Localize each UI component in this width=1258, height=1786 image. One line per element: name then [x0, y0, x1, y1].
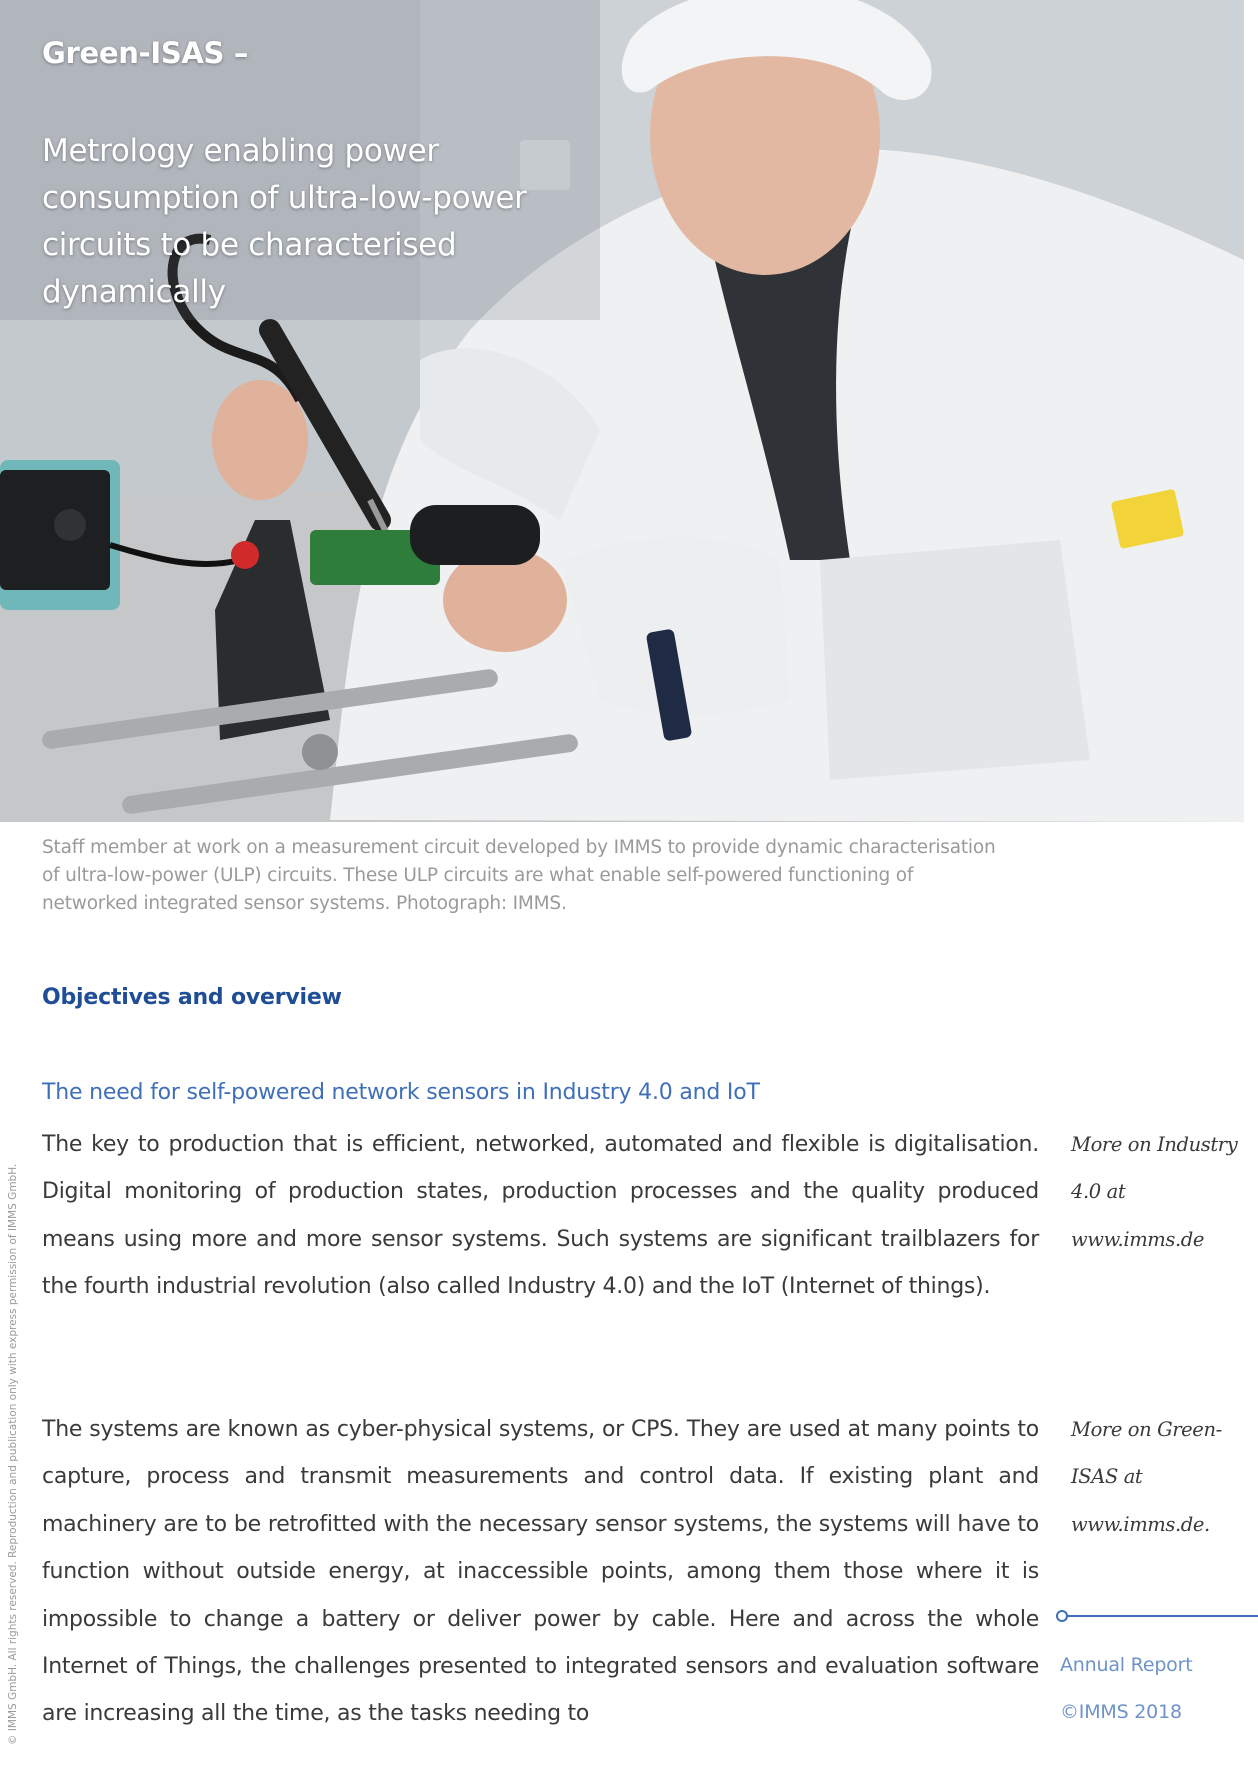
hero-photo	[0, 0, 1244, 822]
margin-note-green-isas-link[interactable]: More on Green-ISAS at www.imms.de.	[1071, 1418, 1222, 1536]
photo-subtitle: Metrology enabling power consumption of ultra-low-power circuits to be characterised dynamically	[42, 133, 527, 310]
photo-title: Green-ISAS –	[42, 36, 249, 70]
photo-caption: Staff member at work on a measurement circuit developed by IMMS to provide dynamic characterisation of ultra-low-power (ULP) circuits. These ULP circuits are what enable self-powered functioning of networked integrated sensor systems. Photograph: IMMS.	[42, 837, 996, 914]
footer-copyright: ©IMMS 2018	[1060, 1701, 1182, 1723]
footer-dot-icon	[1056, 1610, 1068, 1622]
body-paragraph: The systems are known as cyber-physical systems, or CPS. They are used at many points to capture, process and transmit measurements and control data. If existing plant and machinery are to be retrofitted with the necessary sensor systems, the systems will have to function without outside energy, at inaccessible points, among them those where it is impossible to change a battery or deliver power by cable. Here and across the whole Internet of Things, the challenges presented to integrated sensors and evaluation software are increasing all the time, as the tasks needing to	[42, 1417, 1039, 1727]
footer-report-title: Annual Report	[1060, 1654, 1193, 1676]
section-subheading: The need for self-powered network sensors in Industry 4.0 and IoT	[42, 1080, 760, 1105]
footer-rule	[1062, 1615, 1258, 1617]
copyright-vertical: © IMMS GmbH. All rights reserved. Reproduction and publication only with express permission of IMMS GmbH.	[7, 1163, 19, 1745]
footer-label	[1060, 1642, 1250, 1736]
photo-illustration	[0, 0, 1244, 822]
margin-note-industry-link[interactable]: More on Industry 4.0 at www.imms.de	[1071, 1133, 1238, 1251]
section-heading: Objectives and overview	[42, 985, 342, 1010]
body-paragraph: The key to production that is efficient, networked, automated and flexible is digitalisation. Digital monitoring of production states, production processes and the quality produced means using more and more sensor systems. Such systems are significant trailblazers for the fourth industrial revolution (also called Industry 4.0) and the IoT (Internet of things).	[42, 1132, 1039, 1300]
